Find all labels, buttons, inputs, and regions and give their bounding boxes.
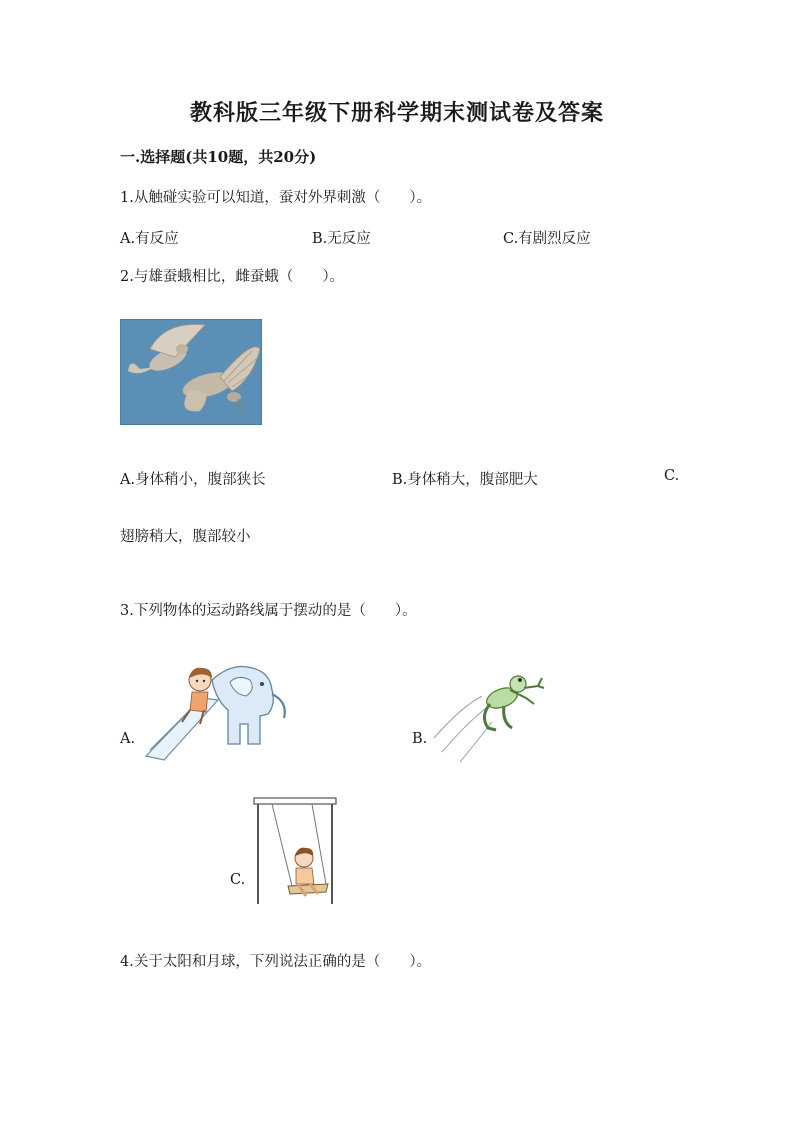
question-2-stem: 2.与雄蚕蛾相比，雌蚕蛾（ ）。: [120, 269, 345, 285]
page-title: 教科版三年级下册科学期末测试卷及答案: [189, 100, 604, 126]
question-1-option-a: A.有反应: [120, 231, 179, 247]
question-1-stem: 1.从触碰实验可以知道，蚕对外界刺激（ ）。: [120, 190, 432, 206]
question-3-option-b: B.: [412, 731, 428, 747]
question-1-option-b: B.无反应: [312, 231, 371, 247]
question-4-stem: 4.关于太阳和月球，下列说法正确的是（ ）。: [120, 954, 432, 970]
question-2-option-c-text: 翅膀稍大，腹部较小: [120, 529, 251, 545]
question-3-option-c: C.: [230, 872, 246, 888]
child-on-slide: [142, 660, 292, 765]
question-3-stem: 3.下列物体的运动路线属于摆动的是（ ）。: [120, 603, 417, 619]
question-3-option-a: A.: [120, 731, 136, 747]
question-2-option-a: A.身体稍小，腹部狭长: [120, 472, 266, 488]
section-heading: 一.选择题(共10题，共20分): [120, 148, 317, 166]
silkworm-moths-photo: [120, 319, 262, 425]
child-on-swing: [252, 796, 338, 906]
question-2-option-c: C.: [664, 468, 680, 484]
question-1-option-c: C.有剧烈反应: [503, 231, 591, 247]
question-2-option-b: B.身体稍大，腹部肥大: [392, 472, 538, 488]
jumping-frog: [430, 668, 550, 768]
